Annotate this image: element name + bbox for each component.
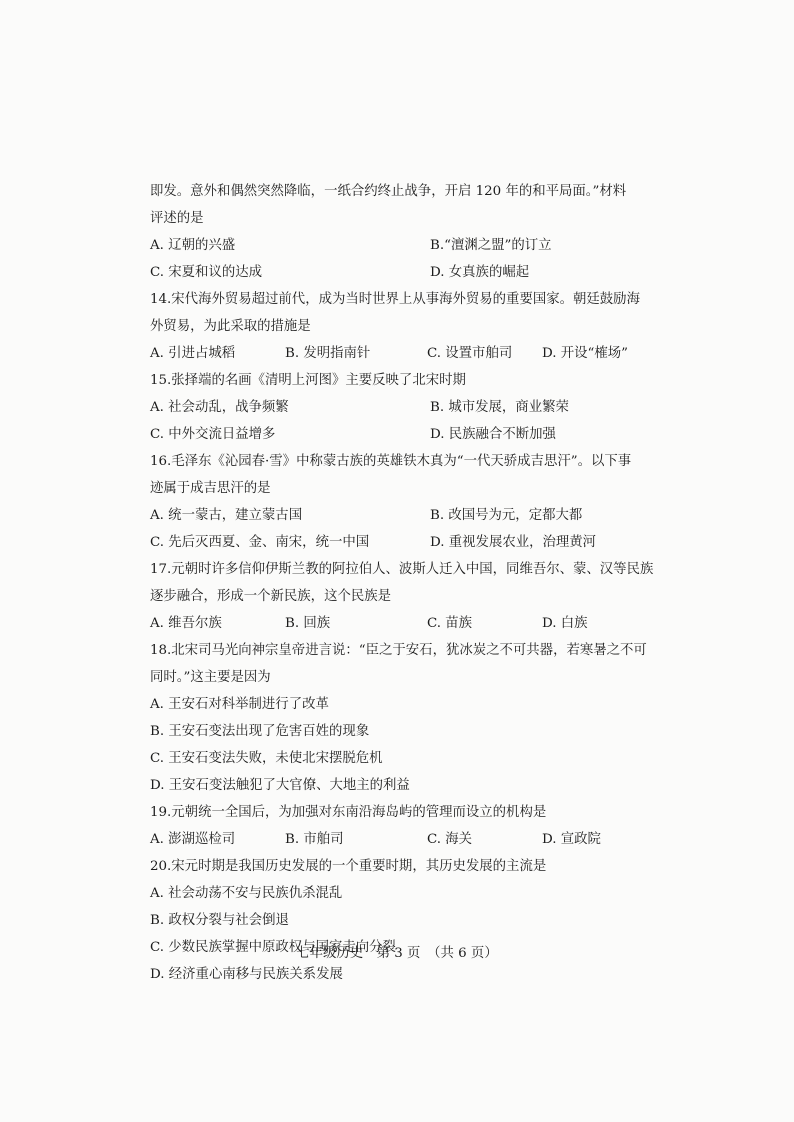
option-a: A. 社会动乱，战争频繁 bbox=[150, 400, 289, 415]
question-17 bbox=[150, 556, 690, 637]
option-b: B. 改国号为元，定都大都 bbox=[430, 508, 583, 523]
option-d: D. 经济重心南移与民族关系发展 bbox=[150, 967, 343, 982]
question-text-line: 元朝时许多信仰伊斯兰教的阿拉伯人、波斯人迁入中国，同维吾尔、蒙、汉等民族 bbox=[171, 562, 654, 577]
question-13-continuation bbox=[150, 178, 690, 286]
question-number: 17. bbox=[150, 562, 172, 577]
options-group bbox=[150, 880, 690, 988]
option-c: C. 海关 bbox=[427, 832, 473, 847]
question-number: 15. bbox=[150, 373, 172, 388]
question-number: 19. bbox=[150, 805, 172, 820]
question-20 bbox=[150, 853, 690, 988]
option-d: D. 白族 bbox=[542, 616, 588, 631]
question-text-line: 北宋司马光向神宗皇帝进言说：“臣之于安石，犹冰炭之不可共器，若寒暑之不可 bbox=[171, 643, 647, 658]
options-group bbox=[150, 340, 690, 367]
option-d: D. 重视发展农业，治理黄河 bbox=[430, 535, 597, 550]
question-number: 16. bbox=[150, 454, 172, 469]
option-d: D. 王安石变法触犯了大官僚、大地主的利益 bbox=[150, 778, 410, 793]
option-d: D. 女真族的崛起 bbox=[430, 265, 530, 280]
options-group bbox=[150, 502, 690, 556]
option-a: A. 统一蒙古，建立蒙古国 bbox=[150, 508, 303, 523]
options-group bbox=[150, 826, 690, 853]
question-text-line: 即发。意外和偶然突然降临，一纸合约终止战争，开启 120 年的和平局面。”材料 bbox=[150, 184, 627, 199]
question-16 bbox=[150, 448, 690, 556]
options-group bbox=[150, 232, 690, 286]
option-b: B. 发明指南针 bbox=[285, 346, 371, 361]
exam-content bbox=[150, 178, 690, 988]
question-19 bbox=[150, 799, 690, 853]
page-footer: 七年级历史 第 3 页 （共 6 页） bbox=[296, 946, 498, 961]
question-text-line: 张择端的名画《清明上河图》主要反映了北宋时期 bbox=[171, 373, 466, 388]
option-c: C. 先后灭西夏、金、南宋，统一中国 bbox=[150, 535, 370, 550]
option-b: B.“澶渊之盟”的订立 bbox=[430, 238, 552, 253]
question-text-line: 同时。”这主要是因为 bbox=[150, 670, 271, 685]
question-text-line: 毛泽东《沁园春·雪》中称蒙古族的英雄铁木真为“一代天骄成吉思汗”。以下事 bbox=[171, 454, 632, 469]
question-15 bbox=[150, 367, 690, 448]
question-number: 18. bbox=[150, 643, 172, 658]
question-text-line: 迹属于成吉思汗的是 bbox=[150, 481, 271, 496]
question-text-line: 外贸易，为此采取的措施是 bbox=[150, 319, 311, 334]
question-number: 20. bbox=[150, 859, 172, 874]
option-b: B. 王安石变法出现了危害百姓的现象 bbox=[150, 724, 370, 739]
option-d: D. 宣政院 bbox=[542, 832, 601, 847]
option-a: A. 引进占城稻 bbox=[150, 346, 236, 361]
option-a: A. 澎湖巡检司 bbox=[150, 832, 236, 847]
option-c: C. 苗族 bbox=[427, 616, 473, 631]
option-b: B. 市舶司 bbox=[285, 832, 344, 847]
question-text-line: 宋元时期是我国历史发展的一个重要时期，其历史发展的主流是 bbox=[171, 859, 547, 874]
option-c: C. 宋夏和议的达成 bbox=[150, 265, 263, 280]
option-a: A. 维吾尔族 bbox=[150, 616, 222, 631]
question-text-line: 元朝统一全国后，为加强对东南沿海岛屿的管理而设立的机构是 bbox=[171, 805, 547, 820]
option-c: C. 设置市舶司 bbox=[427, 346, 513, 361]
option-c: C. 中外交流日益增多 bbox=[150, 427, 276, 442]
question-18 bbox=[150, 637, 690, 799]
question-text-line: 宋代海外贸易超过前代，成为当时世界上从事海外贸易的重要国家。朝廷鼓励海 bbox=[171, 292, 640, 307]
question-text-line: 评述的是 bbox=[150, 211, 204, 226]
option-b: B. 政权分裂与社会倒退 bbox=[150, 913, 289, 928]
option-b: B. 回族 bbox=[285, 616, 331, 631]
options-group bbox=[150, 394, 690, 448]
option-b: B. 城市发展，商业繁荣 bbox=[430, 400, 569, 415]
question-text-line: 逐步融合，形成一个新民族，这个民族是 bbox=[150, 589, 392, 604]
option-a: A. 社会动荡不安与民族仇杀混乱 bbox=[150, 886, 343, 901]
option-a: A. 王安石对科举制进行了改革 bbox=[150, 697, 329, 712]
question-14 bbox=[150, 286, 690, 367]
option-d: D. 开设“榷场” bbox=[542, 346, 629, 361]
options-group bbox=[150, 691, 690, 799]
option-c: C. 王安石变法失败，未使北宋摆脱危机 bbox=[150, 751, 383, 766]
option-c: C. 少数民族掌握中原政权与国家走向分裂 bbox=[150, 940, 396, 955]
option-a: A. 辽朝的兴盛 bbox=[150, 238, 236, 253]
option-d: D. 民族融合不断加强 bbox=[430, 427, 556, 442]
question-number: 14. bbox=[150, 292, 172, 307]
options-group bbox=[150, 610, 690, 637]
